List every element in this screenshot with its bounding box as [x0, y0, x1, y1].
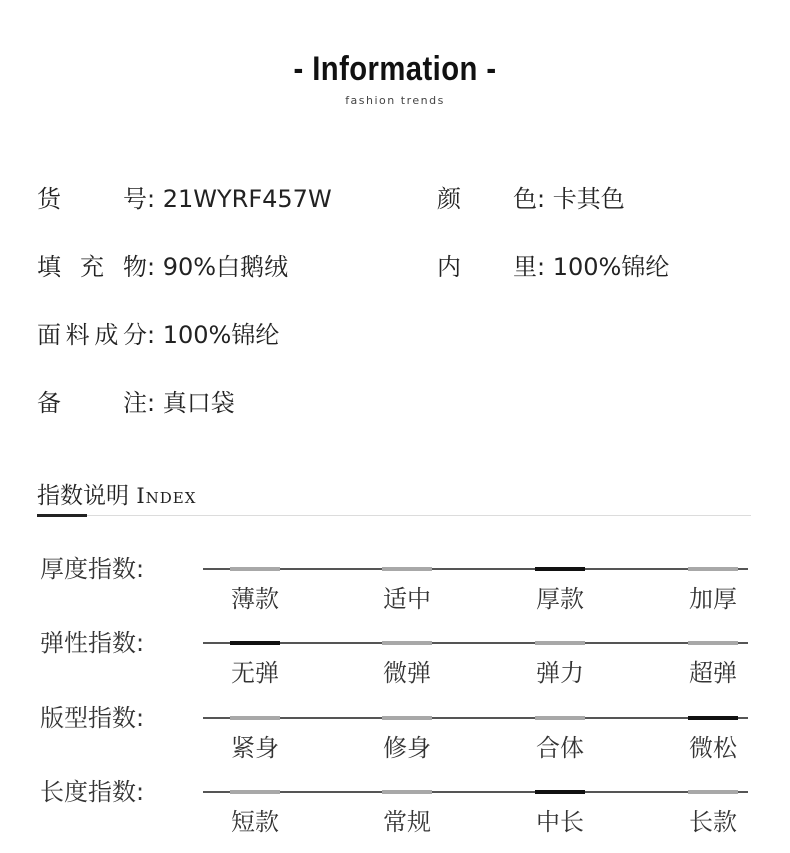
scale-option: 短款	[231, 808, 279, 836]
scale-marker	[535, 790, 585, 794]
scale-option: 适中	[383, 585, 431, 613]
scale-option: 弹力	[536, 659, 584, 687]
scale-marker	[535, 716, 585, 720]
scale-marker	[230, 567, 280, 571]
scale-marker	[230, 790, 280, 794]
scale-option: 常规	[383, 808, 431, 836]
info-label: 备 注	[37, 389, 147, 417]
scale-track	[203, 717, 748, 719]
scale-marker	[230, 716, 280, 720]
scale-label: 长度指数:	[40, 778, 145, 806]
info-value: 100%锦纶	[162, 321, 280, 349]
scale-track	[203, 568, 748, 570]
info-lining: 内 里 : 100%锦纶	[437, 250, 669, 284]
scale-label: 版型指数:	[40, 704, 145, 732]
scale-marker	[688, 716, 738, 720]
scale-label: 厚度指数:	[40, 555, 145, 583]
info-label: 颜 色	[437, 185, 537, 213]
scale-option: 合体	[536, 734, 584, 762]
info-item-no: 货 号 : 21WYRF457W	[37, 182, 332, 216]
info-value: 21WYRF457W	[162, 185, 332, 213]
info-value: 100%锦纶	[552, 253, 670, 281]
scale-marker	[382, 790, 432, 794]
scale-marker	[688, 641, 738, 645]
scale-marker	[535, 641, 585, 645]
scale-option: 超弹	[689, 659, 737, 687]
index-heading-cn: 指数说明	[37, 483, 129, 509]
info-label: 面 料 成 分	[37, 321, 147, 349]
info-value: 卡其色	[552, 185, 625, 213]
scale-label: 弹性指数:	[40, 629, 145, 657]
scale-option: 修身	[383, 734, 431, 762]
scale-option: 加厚	[689, 585, 737, 613]
info-label: 填 充 物	[37, 253, 147, 281]
info-color: 颜 色 : 卡其色	[437, 182, 625, 216]
page-subtitle: fashion trends	[345, 94, 445, 107]
index-heading-en: Index	[136, 484, 197, 508]
info-value: 真口袋	[162, 389, 235, 417]
info-label: 内 里	[437, 253, 537, 281]
scale-marker	[230, 641, 280, 645]
index-divider	[37, 515, 751, 516]
scale-option: 中长	[536, 808, 584, 836]
scale-option: 厚款	[536, 585, 584, 613]
info-label: 货 号	[37, 185, 147, 213]
scale-marker	[535, 567, 585, 571]
scale-option: 紧身	[231, 734, 279, 762]
info-value: 90%白鹅绒	[162, 253, 289, 281]
info-note: 备 注 : 真口袋	[37, 386, 235, 420]
scale-marker	[382, 567, 432, 571]
page-header	[0, 46, 790, 107]
scale-option: 微松	[689, 734, 737, 762]
scale-option: 微弹	[383, 659, 431, 687]
scale-option: 无弹	[231, 659, 279, 687]
scale-track	[203, 791, 748, 793]
info-filling: 填 充 物 : 90%白鹅绒	[37, 250, 288, 284]
scale-marker	[688, 567, 738, 571]
scale-marker	[688, 790, 738, 794]
page-title: - Information -	[293, 50, 497, 88]
scale-option: 薄款	[231, 585, 279, 613]
scale-track	[203, 642, 748, 644]
index-heading	[37, 480, 196, 512]
scale-marker	[382, 641, 432, 645]
info-fabric: 面 料 成 分 : 100%锦纶	[37, 318, 279, 352]
index-divider-accent	[37, 514, 87, 517]
scale-marker	[382, 716, 432, 720]
scale-option: 长款	[689, 808, 737, 836]
